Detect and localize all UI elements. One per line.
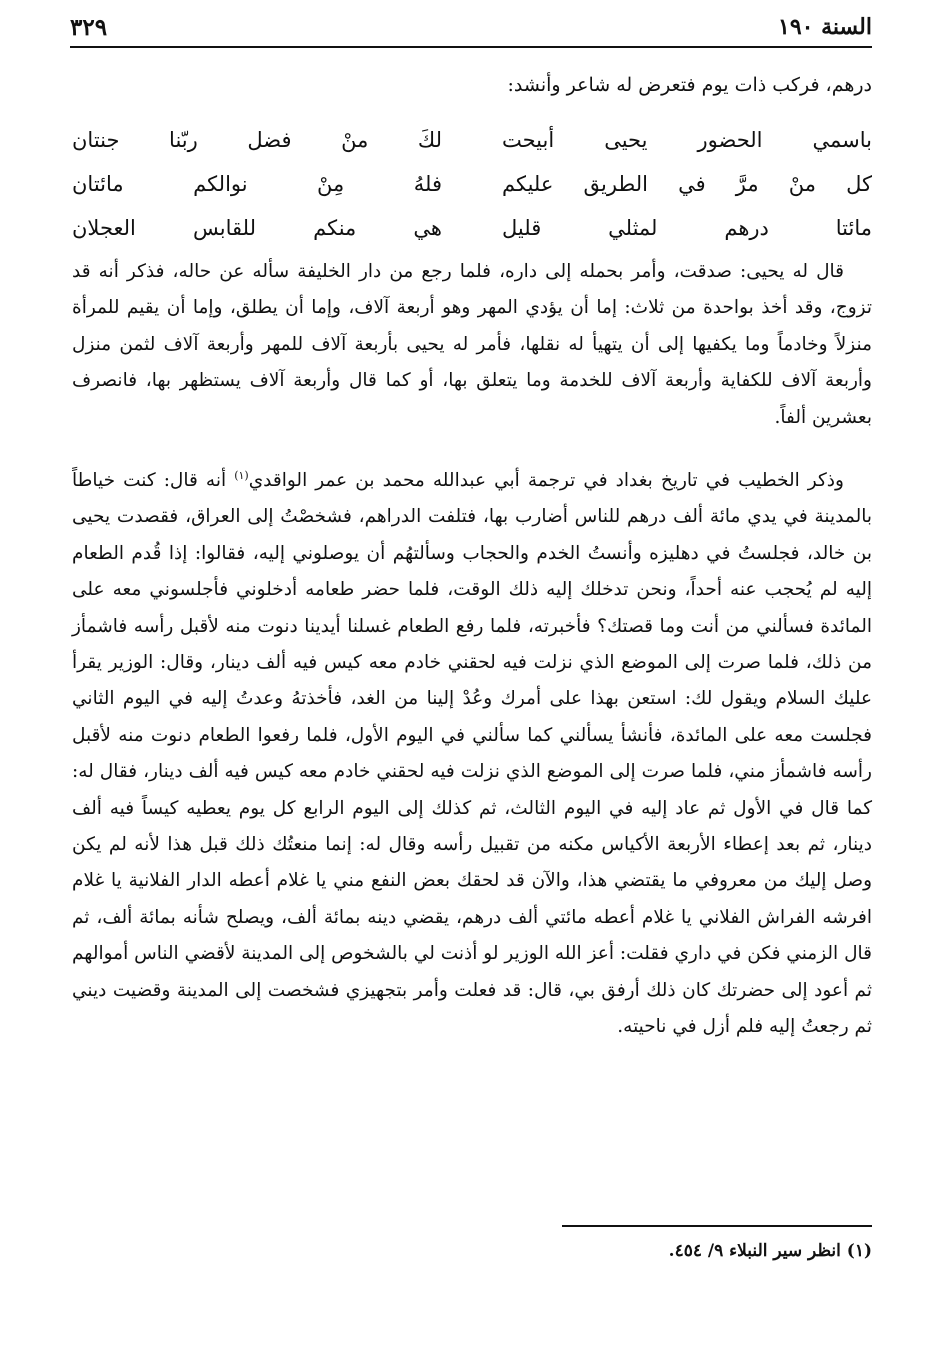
- verse-second-hemistich: فلهُ مِنْ نوالكم مائتان: [72, 172, 442, 196]
- page-number: ٣٢٩: [70, 14, 108, 41]
- verse-second-hemistich: هي منكم للقابس العجلان: [72, 216, 442, 240]
- poem-verse: [72, 162, 872, 206]
- verse-first-hemistich: مائتا درهم لمثلي قليل: [502, 216, 872, 240]
- footnote-marker: (١): [846, 1241, 872, 1261]
- paragraph-text-before-ref: وذكر الخطيب في تاريخ بغداد في ترجمة أبي عبدالله محمد بن عمر الواقدي: [248, 470, 844, 491]
- chapter-year: السنة ١٩٠: [778, 14, 872, 40]
- body-paragraph: [72, 463, 872, 1046]
- footnote-divider: [562, 1225, 872, 1227]
- poem-verse: [72, 206, 872, 250]
- poem-verse: [72, 118, 872, 162]
- footnote-text: انظر سير النبلاء ٩/ ٤٥٤.: [668, 1241, 841, 1261]
- verse-first-hemistich: باسمي الحضور يحيى أبيحت: [502, 128, 872, 152]
- footnote-reference: (١): [234, 468, 249, 482]
- poem: [72, 118, 872, 250]
- verse-first-hemistich: كل منْ مرَّ في الطريق عليكم: [502, 172, 872, 196]
- body-paragraph: قال له يحيى: صدقت، وأمر بحمله إلى داره، فلما رجع من دار الخليفة سأله عن حاله، فذكر أنه قد تزوج، وقد أخذ بواحدة من ثلاث: إما أن يؤدي المهر وهو أربعة آلاف، وإما أن يطلق، وإما أن يقيم للمرأة منزلاً وخادماً وما يكفيها إلى أن يتهيأ له نقلها، فأمر له يحيى بأربعة آلاف للمهر وأربعة آلاف لثمن منزل وأربعة آلاف للكفاية وأربعة آلاف للخدمة وما يتعلق بها، أو كما قال وأربعة آلاف يستظهر بها، فانصرف بعشرين ألفاً.: [72, 261, 872, 428]
- paragraph-text-after-ref: أنه قال: كنت خياطاً بالمدينة في يدي مائة ألف درهم للناس أضارب بها، فتلفت الدراهم، فشخصْتُ إلى العراق، فقصدت يحيى بن خالد، فجلستُ في دهليزه وأنستُ الخدم والحجاب وسألتهُم أن يوصلوني إليه، فقالوا: إذا قُدم الطعام إليه لم يُحجب عنه أحداً، ونحن تدخلك إليه ذلك الوقت، فلما حضر طعامه أدخلوني فأجلسوني معه على المائدة فسألني من أنت وما قصتك؟ فأخبرته، فلما رفع الطعام غسلنا أيدينا دنوت منه لأقبل رأسه فاشمأز من ذلك، فلما صرت إلى الموضع الذي نزلت فيه لحقني خادم معه كيس فيه ألف دينار، وقال: الوزير يقرأ عليك السلام ويقول لك: استعن بهذا على أمرك وعُدْ إلينا من الغد، فأخذتهُ وعدتُ إليه في اليوم الثاني فجلست معه على المائدة، فأنشأ يسألني كما سألني في اليوم الأول، فلما رفعوا الطعام دنوت منه لأقبل رأسه فاشمأز مني، فلما صرت إلى الموضع الذي نزلت فيه لحقني خادم معه كيس فيه ألف دينار، فقال له: كما قال في الأول ثم عاد إليه في اليوم الثالث، ثم كذلك إلى اليوم الرابع كل يوم يعطيه كيساً فيه ألف دينار، ثم بعد إعطاء الأربعة الأكياس مكنه من تقبيل رأسه وقال له: إنما منعتُك ذلك قبل هذا لأنه لم يكن وصل إليك من معروفي ما يقتضي هذا، والآن قد لحقك بعض النفع مني يا غلام أعطه الدار الفلانية يا غلام افرشه الفراش الفلاني يا غلام أعطه مائتي ألف درهم، يقضي دينه بمائة ألف، ويصلح شأنه بمائة ألف، ثم قال الزمني فكن في داري فقلت: أعز الله الوزير لو أذنت لي بالشخوص إلى المدينة لأقضي الناس أموالهم ثم أعود إلى حضرتك كان ذلك أرفق بي، قال: قد فعلت وأمر بتجهيزي فشخصت إلى المدينة وقضيت ديني ثم رجعتُ إليه فلم أزل في ناحيته.: [72, 470, 872, 1038]
- intro-line: درهم، فركب ذات يوم فتعرض له شاعر وأنشد:: [507, 74, 872, 96]
- running-header: [70, 14, 872, 48]
- verse-second-hemistich: لكَ منْ فضل ربّنا جنتان: [72, 128, 442, 152]
- footnote: [669, 1238, 872, 1264]
